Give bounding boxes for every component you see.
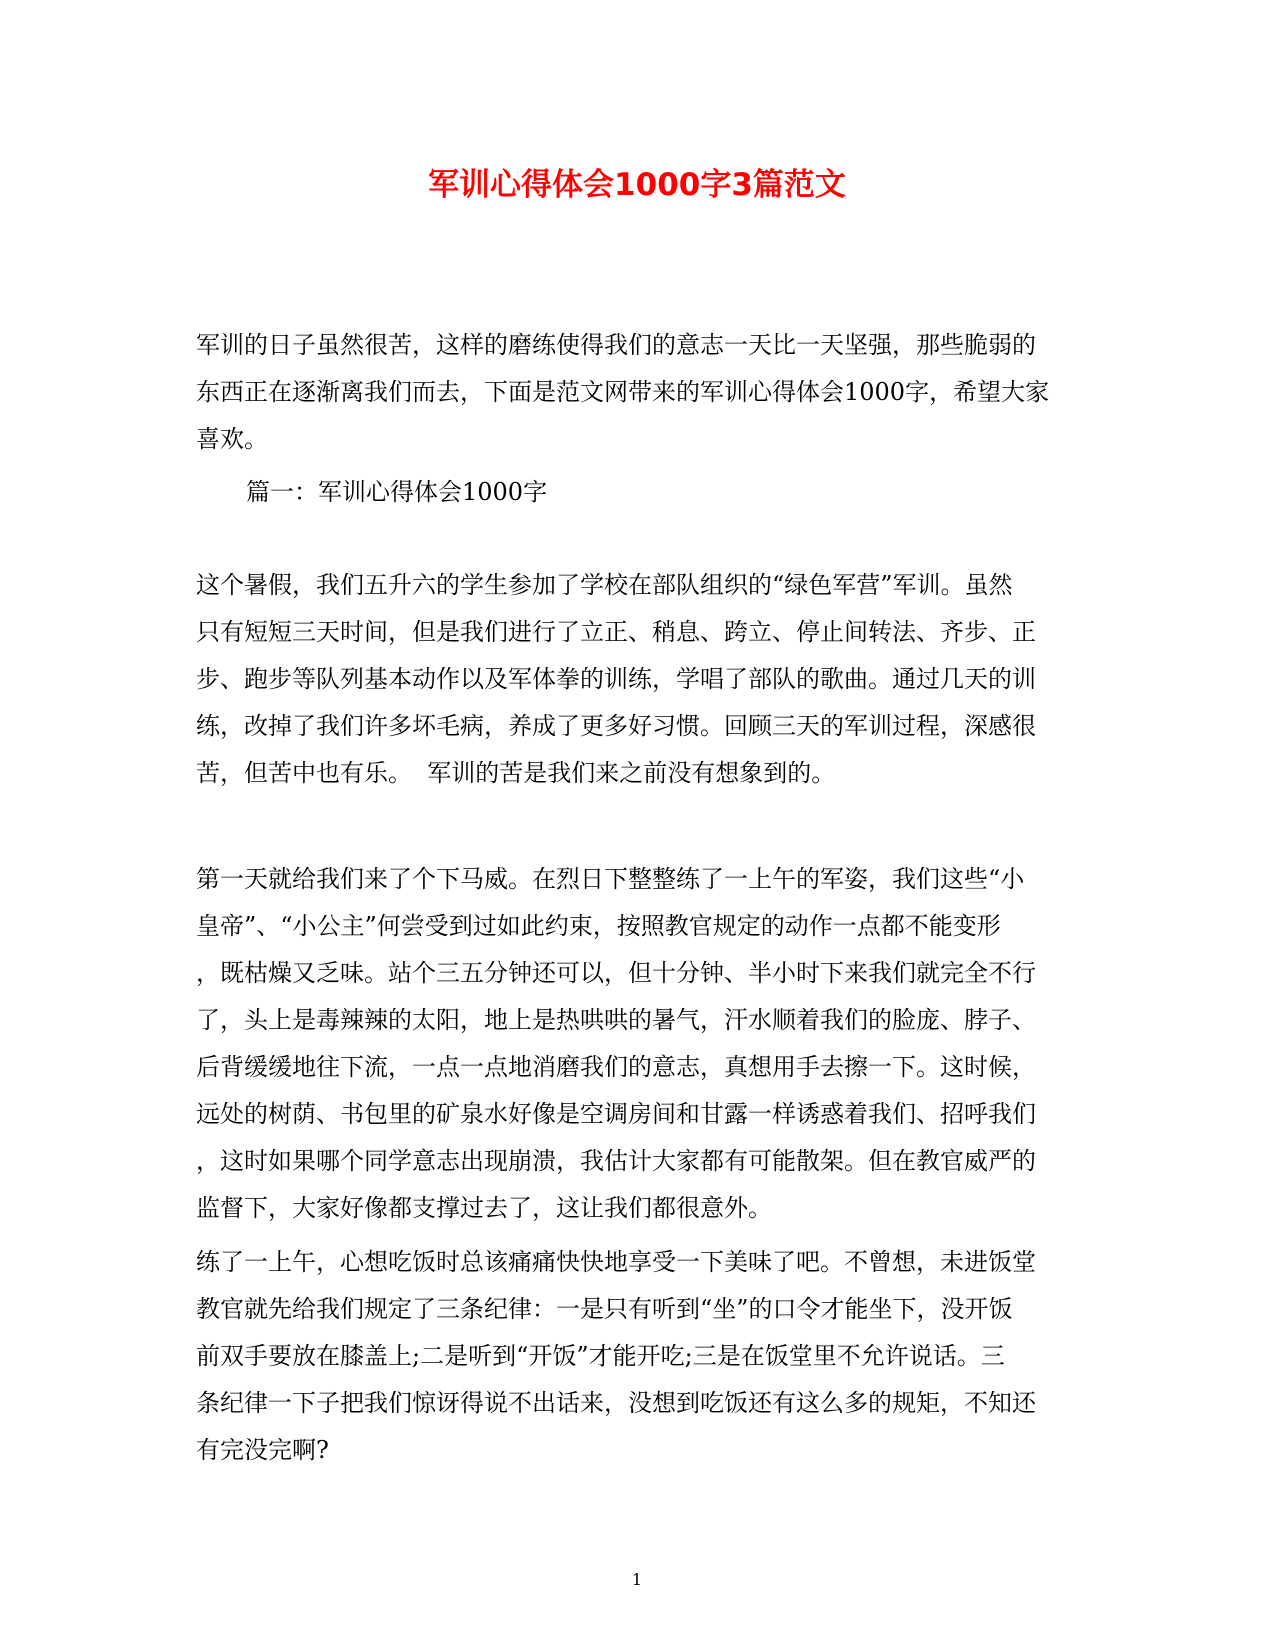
paragraph-line: ，这时如果哪个同学意志出现崩溃，我估计大家都有可能散架。但在教官威严的 bbox=[196, 1147, 1036, 1175]
lunch-paragraph bbox=[196, 1239, 1076, 1474]
paragraph-line: 练，改掉了我们许多坏毛病，养成了更多好习惯。回顾三天的军训过程，深感很 bbox=[196, 712, 1036, 740]
section-heading-text: 篇一：军训心得体会1000字 bbox=[246, 478, 548, 506]
section-heading bbox=[246, 469, 1126, 516]
first-day-paragraph bbox=[196, 856, 1076, 1232]
paragraph-line: 练了一上午，心想吃饭时总该痛痛快快地享受一下美味了吧。不曾想，未进饭堂 bbox=[196, 1248, 1036, 1276]
paragraph-line: 喜欢。 bbox=[196, 425, 268, 453]
paragraph-line: 前双手要放在膝盖上;二是听到“开饭”才能开吃;三是在饭堂里不允许说话。三 bbox=[196, 1342, 1005, 1370]
intro-paragraph bbox=[196, 322, 1076, 463]
paragraph-line: 苦，但苦中也有乐。 军训的苦是我们来之前没有想象到的。 bbox=[196, 759, 836, 787]
paragraph-line: 条纪律一下子把我们惊讶得说不出话来，没想到吃饭还有这么多的规矩，不知还 bbox=[196, 1389, 1036, 1417]
paragraph-line: 皇帝”、“小公主”何尝受到过如此约束，按照教官规定的动作一点都不能变形 bbox=[196, 912, 1001, 940]
page-number: 1 bbox=[631, 1570, 643, 1589]
paragraph-line: 第一天就给我们来了个下马威。在烈日下整整练了一上午的军姿，我们这些“小 bbox=[196, 865, 1025, 893]
paragraph-line: 军训的日子虽然很苦，这样的磨练使得我们的意志一天比一天坚强，那些脆弱的 bbox=[196, 331, 1036, 359]
paragraph-line: 只有短短三天时间，但是我们进行了立正、稍息、跨立、停止间转法、齐步、正 bbox=[196, 618, 1036, 646]
paragraph-line: 了，头上是毒辣辣的太阳，地上是热哄哄的暑气，汗水顺着我们的脸庞、脖子、 bbox=[196, 1006, 1036, 1034]
paragraph-line: 教官就先给我们规定了三条纪律：一是只有听到“坐”的口令才能坐下，没开饭 bbox=[196, 1295, 1013, 1323]
paragraph-line: 远处的树荫、书包里的矿泉水好像是空调房间和甘露一样诱惑着我们、招呼我们 bbox=[196, 1100, 1036, 1128]
paragraph-line: 有完没完啊? bbox=[196, 1436, 329, 1464]
paragraph-line: 这个暑假，我们五升六的学生参加了学校在部队组织的“绿色军营”军训。虽然 bbox=[196, 571, 1013, 599]
summer-training-paragraph bbox=[196, 562, 1076, 797]
paragraph-line: ，既枯燥又乏味。站个三五分钟还可以，但十分钟、半小时下来我们就完全不行 bbox=[196, 959, 1036, 987]
paragraph-line: 后背缓缓地往下流，一点一点地消磨我们的意志，真想用手去擦一下。这时候， bbox=[196, 1053, 1036, 1081]
paragraph-line: 步、跑步等队列基本动作以及军体拳的训练，学唱了部队的歌曲。通过几天的训 bbox=[196, 665, 1036, 693]
paragraph-line: 东西正在逐渐离我们而去，下面是范文网带来的军训心得体会1000字，希望大家 bbox=[196, 378, 1050, 406]
document-title: 军训心得体会1000字3篇范文 bbox=[428, 167, 846, 203]
paragraph-line: 监督下，大家好像都支撑过去了，这让我们都很意外。 bbox=[196, 1194, 772, 1222]
